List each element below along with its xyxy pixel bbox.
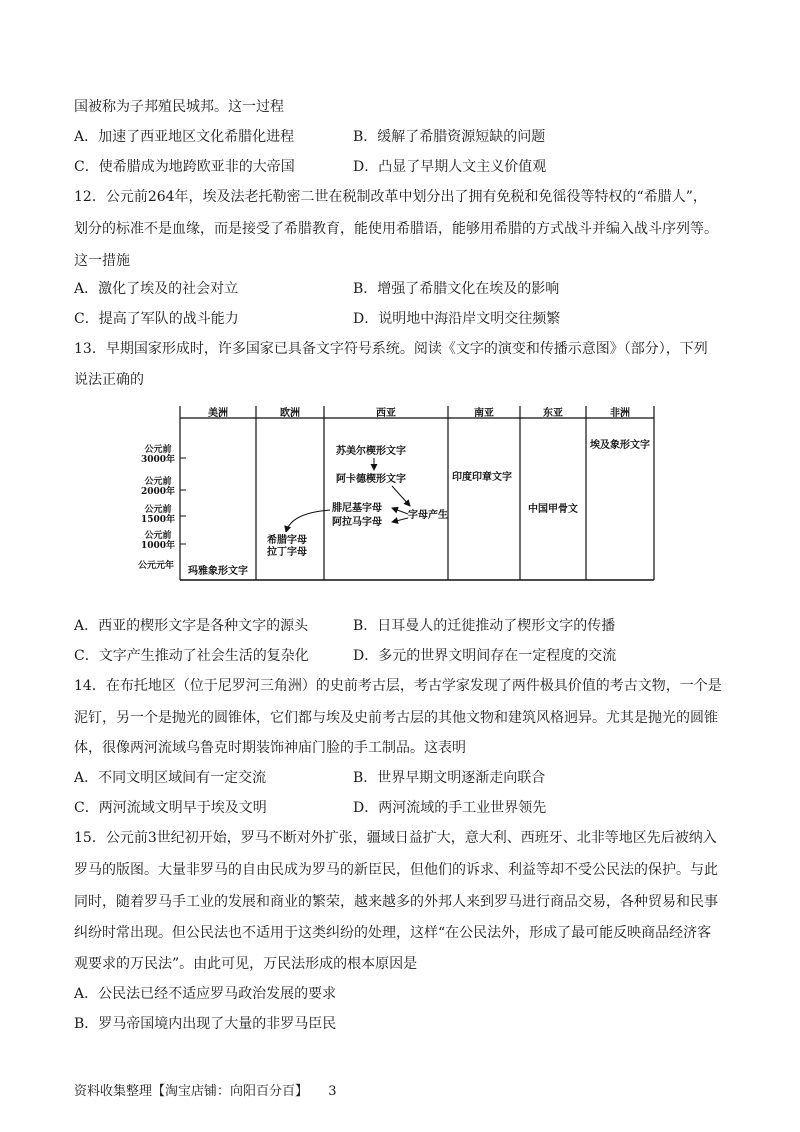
q13-stem-line-1: 13．早期国家形成时，许多国家已具备文字符号系统。阅读《文字的演变和传播示意图》（部分），下列 <box>74 341 708 357</box>
q15-stem-line-3: 同时，随着罗马手工业的发展和商业的繁荣，越来越多的外邦人来到罗马进行商品交易，各种贸易和民事 <box>74 894 718 910</box>
page-number: 3 <box>328 1084 337 1099</box>
column-header-europe: 欧洲 <box>280 408 300 419</box>
entry-phoenician-alphabet: 腓尼基字母 <box>332 503 382 514</box>
q15-stem-line-5: 观要求的万民法”。由此可见，万民法形成的根本原因是 <box>74 956 418 972</box>
q14-option-b: B．世界早期文明逐渐走向联合 <box>353 770 546 786</box>
row-label-2000bc-line1: 公元前 <box>144 477 172 487</box>
q12-option-d: D．说明地中海沿岸文明交往频繁 <box>353 311 561 327</box>
entry-alphabet-origin: 字母产生 <box>408 510 448 521</box>
column-header-americas: 美洲 <box>208 408 228 419</box>
q14-stem-line-3: 体，很像两河流域乌鲁克时期装饰神庙门脸的手工制品。这表明 <box>74 740 466 756</box>
q11-option-d: D．凸显了早期人文主义价值观 <box>353 159 547 175</box>
q12-stem-line-1: 12．公元前264年，埃及法老托勒密二世在税制改革中划分出了拥有免税和免徭役等特权的“希腊人”， <box>74 189 707 205</box>
q12-stem-line-3: 这一措施 <box>74 253 130 269</box>
row-label-1000bc-line2: 1000年 <box>140 541 176 551</box>
row-label-year-1: 公元元年 <box>137 561 175 571</box>
entry-egyptian-hieroglyphs: 埃及象形文字 <box>590 440 650 451</box>
q13-option-a: A．西亚的楔形文字是各种文字的源头 <box>74 618 309 634</box>
entry-maya-hieroglyphs: 玛雅象形文字 <box>188 566 248 577</box>
column-header-africa: 非洲 <box>610 408 630 419</box>
q12-option-a: A．激化了埃及的社会对立 <box>74 281 239 297</box>
q12-option-b: B．增强了希腊文化在埃及的影响 <box>353 281 560 297</box>
q15-option-a: A．公民法已经不适应罗马政治发展的要求 <box>74 986 337 1002</box>
q15-stem-line-1: 15．公元前3世纪初开始，罗马不断对外扩张，疆域日益扩大，意大利、西班牙、北非等地区先后被纳入 <box>74 830 717 846</box>
writing-evolution-diagram <box>130 404 660 584</box>
q14-stem-line-1: 14．在布托地区（位于尼罗河三角洲）的史前考古层，考古学家发现了两件极具价值的考古文物，一个是 <box>74 678 722 694</box>
page-footer <box>74 1084 337 1100</box>
row-label-3000bc-line1: 公元前 <box>144 445 172 455</box>
row-label-1500bc-line1: 公元前 <box>144 505 172 515</box>
q11-option-b: B．缓解了希腊资源短缺的问题 <box>353 129 546 145</box>
q14-option-d: D．两河流域的手工业世界领先 <box>353 800 547 816</box>
q15-option-b: B．罗马帝国境内出现了大量的非罗马臣民 <box>74 1016 337 1032</box>
column-header-west-asia: 西亚 <box>376 408 396 419</box>
q14-stem-line-2: 泥钉，另一个是抛光的圆锥体，它们都与埃及史前考古层的其他文物和建筑风格迥异。尤其是抛光的圆锥 <box>74 710 718 726</box>
q11-stem-continuation: 国被称为子邦殖民城邦。这一过程 <box>74 99 284 115</box>
row-label-3000bc-line2: 3000年 <box>140 455 176 465</box>
q13-option-d: D．多元的世界文明间存在一定程度的交流 <box>353 648 617 664</box>
entry-aramaic-alphabet: 阿拉马字母 <box>332 517 382 528</box>
q12-option-c: C．提高了军队的战斗能力 <box>74 311 239 327</box>
row-label-1000bc-line1: 公元前 <box>144 531 172 541</box>
column-header-east-asia: 东亚 <box>543 408 563 419</box>
entry-akkadian-cuneiform: 阿卡德楔形文字 <box>336 474 406 485</box>
entry-indus-seal-script: 印度印章文字 <box>452 472 512 483</box>
footer-source: 资料收集整理【淘宝店铺：向阳百分百】 <box>74 1084 309 1099</box>
q13-option-b: B．日耳曼人的迁徙推动了楔形文字的传播 <box>353 618 616 634</box>
q13-stem-line-2: 说法正确的 <box>74 372 144 388</box>
column-header-south-asia: 南亚 <box>474 408 494 419</box>
row-label-1500bc-line2: 1500年 <box>140 515 176 525</box>
entry-latin-alphabet: 拉丁字母 <box>267 547 307 558</box>
q11-option-c: C．使希腊成为地跨欧亚非的大帝国 <box>74 159 295 175</box>
q15-stem-line-4: 纠纷时常出现。但公民法也不适用于这类纠纷的处理，这样“在公民法外，形成了最可能反映商品经济客 <box>74 925 712 941</box>
row-label-2000bc-line2: 2000年 <box>140 487 176 497</box>
q11-option-a: A．加速了西亚地区文化希腊化进程 <box>74 129 295 145</box>
q13-option-c: C．文字产生推动了社会生活的复杂化 <box>74 648 309 664</box>
q14-option-a: A．不同文明区域间有一定交流 <box>74 770 267 786</box>
q14-option-c: C．两河流域文明早于埃及文明 <box>74 800 267 816</box>
entry-greek-alphabet: 希腊字母 <box>267 535 307 546</box>
q12-stem-line-2: 划分的标准不是血缘，而是接受了希腊教育，能使用希腊语，能够用希腊的方式战斗并编入战斗序列等。 <box>74 221 718 237</box>
entry-oracle-bone-script: 中国甲骨文 <box>528 504 578 515</box>
q15-stem-line-2: 罗马的版图。大量非罗马的自由民成为罗马的新臣民，但他们的诉求、利益等却不受公民法的保护。与此 <box>74 862 718 878</box>
entry-sumerian-cuneiform: 苏美尔楔形文字 <box>336 446 406 457</box>
